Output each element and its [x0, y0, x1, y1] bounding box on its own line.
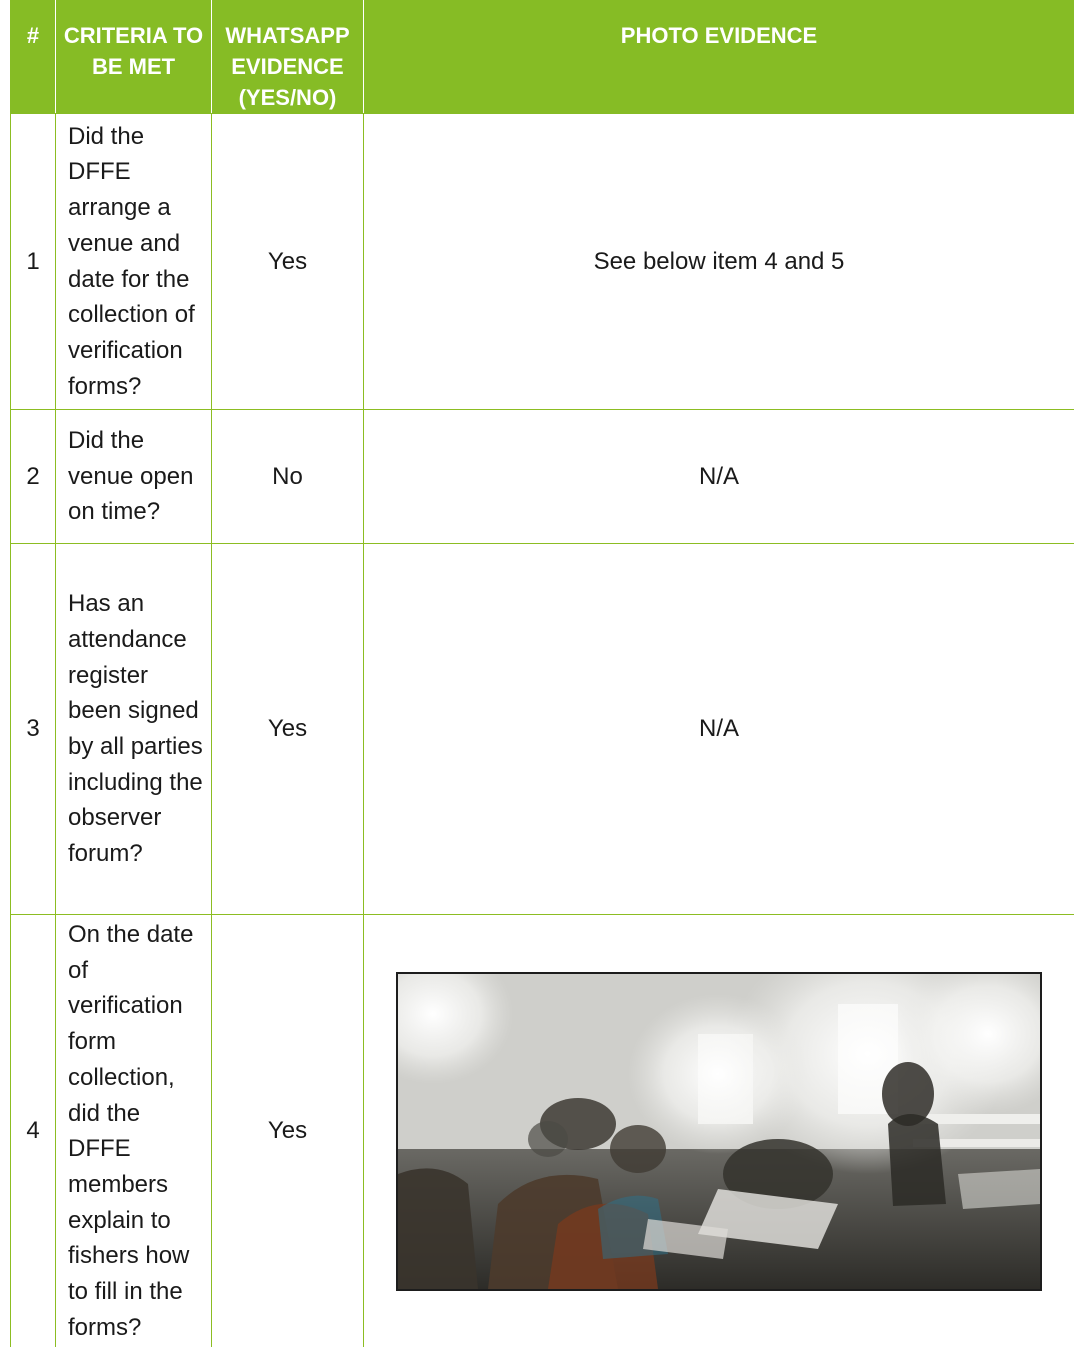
row-criteria: On the date of verification form collection, did the DFFE members explain to fishers how to fill in the forms?: [56, 915, 212, 1347]
table-row: [11, 915, 1074, 1347]
criteria-table: [10, 0, 1074, 1347]
row-number: 4: [11, 915, 56, 1347]
row-whatsapp-evidence: Yes: [212, 114, 364, 410]
header-photo: PHOTO EVIDENCE: [364, 0, 1074, 114]
row-criteria: Did the DFFE arrange a venue and date for the collection of verification forms?: [56, 114, 212, 410]
header-row: [11, 0, 1074, 114]
header-whatsapp: WHATSAPP EVIDENCE (YES/NO): [212, 0, 364, 114]
header-criteria: CRITERIA TO BE MET: [56, 0, 212, 114]
row-whatsapp-evidence: Yes: [212, 915, 364, 1347]
header-num: #: [11, 0, 56, 114]
table-row: [11, 410, 1074, 544]
row-number: 3: [11, 544, 56, 915]
table-row: [11, 544, 1074, 915]
row-whatsapp-evidence: No: [212, 410, 364, 544]
row-number: 2: [11, 410, 56, 544]
row-number: 1: [11, 114, 56, 410]
row-criteria: Did the venue open on time?: [56, 410, 212, 544]
evidence-photo: [396, 972, 1042, 1291]
row-photo-evidence: See below item 4 and 5: [364, 114, 1074, 410]
row-photo-evidence: N/A: [364, 410, 1074, 544]
row-criteria: Has an attendance register been signed by all parties including the observer forum?: [56, 544, 212, 915]
table-row: [11, 114, 1074, 410]
row-whatsapp-evidence: Yes: [212, 544, 364, 915]
row-photo-evidence: N/A: [364, 544, 1074, 915]
row-photo-evidence: [364, 915, 1074, 1347]
